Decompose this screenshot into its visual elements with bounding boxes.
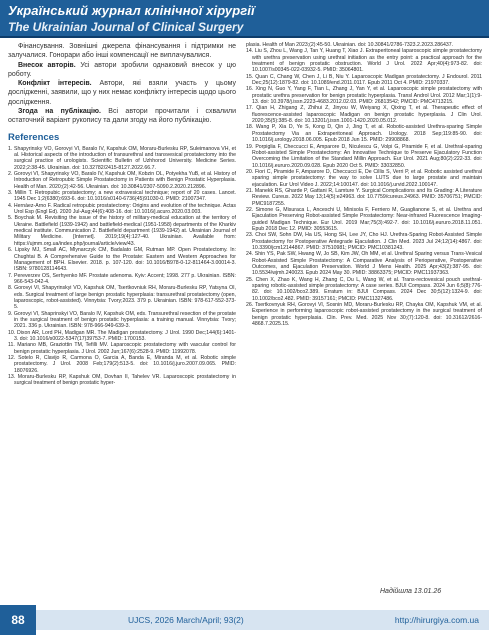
reference-item: plasia. Health of Man 2023;(2):45-50. Ukrainian. doi: 10.30841/2786-7323.2.2023.286437.: [246, 42, 454, 48]
paragraph-text: Фінансування. Зовнішні джерела фінансування і підтримки не залучалися. Гонорари або інші компенсації не виплачувалися.: [8, 43, 236, 60]
journal-header: [0, 0, 489, 38]
reference-item: 18. Wang P, Xia D, Ye S, Kong D, Qin J, Jing T, et al. Robotic-assisted Urethra-sparing Simple Prostatectomy Via an Extraperitoneal Approach. Urology. 2018 Sep;119:85-90. doi: 10.1016/j.urology.2018.06.005. Epub 2018 Jun 15. PMID: 29908868.: [246, 124, 482, 144]
left-column: [8, 42, 236, 587]
reference-item: 3. Millin T. Retropubic prostatectomy; a new extravesical technique; report of 20 cases. Lancet. 1945 Dec 1;2(6380):693-6. doi: 10.1016/s0140-6736(45)91030-0. PMID: 21007347.: [8, 190, 236, 203]
reference-item: 14. Liu S, Zhou L, Wang J, Tan Y, Huang T, Xiao J. Extraperitoneal laparoscopic simple prostatectomy with urethra preservation using urethral initiation as the entry point: a practical approach for the treatment of benign prostatic obstruction. World J Urol. 2022 Apr;40(4):973-82. doi: 10.1007/s00345-022-03932-5. PMID: 35064801.: [246, 48, 482, 74]
right-column: [246, 42, 482, 587]
journal-citation: UJCS, 2026 March/April; 93(2): [128, 615, 244, 625]
reference-item: 22. Simone G, Misuraca L, Anceschi U, Minisola F, Ferriero M, Guaglianone S, et al. Urethra and Ejaculation Preserving Robot-assisted Simple Prostatectomy: Near-infrared Fluorescence Imaging-guided Madigan Technique. Eur Urol. 2019 Mar;75(3):492-7. doi: 10.1016/j.eururo.2018.11.051. Epub 2018 Dec 12. PMID: 30553615.: [246, 206, 482, 232]
paragraph-funding: [8, 42, 236, 61]
reference-item: 1. Shapyrinsky VO, Gorovyi VI, Baralo IV, Kapshuk OM, Moraru-Burlesku RP, Suleimanova VH, et al. Historical aspects of the introduction of transurethral and transvesical prostatectomy into the surgical practice of urologists. Scientific Bulletin of Uzhhorod University. Medicine Series. 2022;2:38-45. Ukrainian. doi: 10.32782/2415-8127.2022.66.7.: [8, 145, 236, 171]
paragraph-text: Всі автори прочитали і схвалили остаточний варіант рукопису та дали згоду на його публікацію.: [8, 108, 236, 125]
paragraph-text: Автори, які взяли участь у цьому дослідженні, заявили, що у них немає конфлікту інтересів щодо цього дослідження.: [8, 80, 236, 106]
paragraph-label: Внесок авторів.: [18, 61, 76, 69]
reference-item: 8. Gorovyi VI, Shapyrinskyi VO, Kapshuk OM, Tsertkovniuk RH, Moraru-Burlesku RP, Yatsyna OI, eds. Surgical treatment of large benign prostatic hyperplasia: transurethral prostatectomy (open, laparoscopic, robot-assisted). Vinnytsia: Tvory;2023. 379 p. Ukrainian. ISBN: 978-617-552-373-5.: [8, 285, 236, 311]
reference-item: 4. Hernàez-Arno F. Radical retropubic prostatectomy: Origins and evolution of the technique. Actas Urol Esp (Engl Ed). 2020 Jul-Aug;44(6):408-16. doi: 10.1016/j.acuro.2020.03.003.: [8, 202, 236, 216]
references-list-right: [246, 42, 482, 327]
paragraph-label: Конфлікт інтересів.: [18, 80, 92, 88]
reference-item: 16. Xing N, Guo Y, Yang F, Tian L, Zhang J, Yan Y, et al. Laparoscopic simple prostatectomy with prostatic urethra preservation for benign prostatic hyperplasia. Transl Androl Urol. 2012 Mar;1(1):9-13. doi: 10.3978/j.issn.2223-4683.2012.02.03. PMID: 26813542; PMCID: PMC4713215.: [246, 86, 482, 106]
paragraph-conflict-of-interest: [8, 79, 236, 107]
reference-item: 23. Choi SW, Sohn DW, Ha US, Hong SH, Lee JY, Cho HJ. Urethra-Sparing Robot-Assisted Simple Prostatectomy for Postoperative Antegrade Ejaculation. J Clin Med. 2023 Jul 24;12(14):4867. doi: 10.3390/jcm12144867. PMID: 37510981; PMCID: PMC10381243.: [246, 232, 482, 251]
header-divider: [0, 36, 489, 38]
references-list-left: [8, 146, 236, 387]
page-number: 88: [0, 605, 36, 635]
references-heading: References: [8, 131, 60, 143]
paragraph-publication-consent: [8, 107, 236, 126]
reference-item: 21. Manekk RS, Gharde P, Gattani R, Lamture Y. Surgical Complications and Its Grading: A Literature Review. Cureus. 2022 May 13;14(5):e24963. doi: 10.7759/cureus.24963. PMID: 35706751; PMCID: PMC9187255.: [246, 187, 482, 207]
reference-item: 10. Dixon AR, Lord PH, Madigan MR. The Madigan prostatectomy. J Urol. 1990 Dec;144(6):1401-3. doi: 10.1016/s0022-5347(17)39753-7. PMID: 1700153.: [8, 329, 236, 342]
reference-item: 11. Mariano MB, Graziottin TM, Tefilli MV. Laparoscopic prostatectomy with vascular control for benign prostatic hyperplasia. J Urol. 2002 Jun;167(6):2528-9. PMID: 11992078.: [8, 342, 236, 355]
paragraph-label: Згода на публікацію.: [18, 108, 101, 116]
paragraph-text: Усі автори зробили однаковий внесок у цю роботу.: [8, 61, 236, 78]
reference-item: 15. Quan C, Chang W, Chen J, Li B, Niu Y. Laparoscopic Madigan prostatectomy. J Endourol. 2011 Dec;25(12):1879-82. doi: 10.1089/end.2011.0117. Epub 2011 Oct 4. PMID: 21970337.: [246, 73, 482, 87]
received-date: Надійшла 13.01.26: [380, 588, 442, 595]
reference-item: 5. Boychak M. Revisiting the issue of the history of military-medical education at the territory of Ukraine. Battlefield (1939-1942) and battlefield-medical (1951-1958) departments of the Kharkiv medical institute. Communication 2. Battlefield department (1939-1942) at. Ukrainian Journal of Military Medicine. [Internet]. 2019;19(4):127-40. Ukrainian. Available from: https://ujmm.org.ua/index.php/journal/article/view/43.: [8, 215, 236, 247]
paragraph-author-contribution: [8, 61, 236, 80]
reference-item: 26. Tsertkovnyuk RH, Gorovyi VI, Sosnin MD, Moraru-Burlesku RP, Chayka OM, Kapshuk VM, et al. Experience in performing laparoscopic robot-assisted prostatectomy in the surgical treatment of benign prostatic hyperplasia. Clin. Prev. Med. 2025 Nov 30;(7):120-8. doi: 10.31612/2616-4868.7.2025.15.: [246, 302, 482, 328]
reference-item: 24. Shin YS, Pak SW, Hwang W, Jo SB, Kim JW, Oh MM, et al. Urethral Sparing versus Trans-Vesical Robot-Assisted Simple Prostatectomy: A Comparative Analysis of Perioperative, Postoperative Outcomes, and Ejaculation Preservation. World J Mens Health. 2025 Apr;43(2):387-95. doi: 10.5534/wjmh.240023. Epub 2024 May 30. PMID: 38863375; PMCID: PMC11937363.: [246, 251, 482, 277]
journal-url-link[interactable]: http://hirurgiya.com.ua: [394, 615, 479, 625]
reference-item: 19. Porpiglia F, Checcucci E, Amparore D, Niculescu G, Volpi G, Piramide F, et al. Urethral-sparing Robot-assisted Simple Prostatectomy: An Innovative Technique to Preserve Ejaculatory Function Overcoming the Limitation of the Standard Millin Approach. Eur Urol. 2021 Aug;80(2):222-33. doi: 10.1016/j.eururo.2020.09.028. Epub 2020 Oct 5. PMID: 33032850.: [246, 143, 482, 169]
reference-item: 12. Sotelo R, Clavijo R, Carmona O, Garcia A, Banda E, Miranda M, et al. Robotic simple prostatectomy. J Urol. 2008 Feb;179(2):513-5. doi: 10.1016/j.juro.2007.09.065. PMID: 18076926.: [8, 355, 236, 374]
reference-item: 2. Gorovyi VI, Shapyrinsky VO, Baralo IV, Kapshuk OM, Kobzin OL, Potyekha YuB, et al. History of Introduction of Retropubic Simple Prostatectomy in Patients with Benign Prostatic Hyperplasia. Health of Man. 2020;(2):42-56. Ukrainian. doi: 10.30841/2307-5090.2.2020.212896.: [8, 171, 236, 190]
reference-item: 7. Pereverzev OS, Serhyenko MF. Prostate adenoma. Kyiv: Accent; 1998. 277 p. Ukrainian. ISBN: 966-543-042-4.: [8, 272, 236, 285]
page-footer: [0, 598, 489, 640]
reference-item: 6. Lipsky MJ, Small AC, Mlynarczyk CM, Badalato GM, Rutman MP. Open Prostatectomy. In: Chughtai B. A Comprehensive Guide to the Prostate: Eastern and Western Approaches for Management of BPH. Elsevier. 2018. p. 107-120. doi: 10.1016/B978-0-12-811464-3.00014-3. ISBN: 9780128114643.: [8, 247, 236, 273]
reference-item: 20. Fiori C, Piramide F, Amparore D, Checcucci E, De Cillis S, Verri P, et al. Robotic assisted urethral sparing simple prostatectomy: the way to solve LUTS due to large prostate and maintain ejaculation. Eur Urol Video J. 2022;14:100147. doi: 10.1016/j.urvid.2022.100147.: [246, 168, 482, 188]
journal-title-english: The Ukrainian Journal of Clinical Surgery: [8, 20, 244, 34]
reference-item: 13. Moraru-Burlesku RP, Kapshuk OM, Dovhan II, Tahelev VR. Laparoscopic prostatectomy in surgical treatment of benign prostatic hyper-: [8, 374, 236, 387]
journal-title-ukrainian: Український журнал клінічної хірургії: [8, 3, 255, 18]
reference-item: 25. Chen X, Zhao K, Wang H, Zhang C, Du L, Wang W, et al. Trans-rectovesical pouch urethral-sparing robotic-assisted simple prostatectomy: A case series. BJUI Compass. 2024 Jun 6;5(8):776-82. doi: 10.1002/bco2.389. Erratum in: BJUI Compass. 2024 Dec 30;5(12):1324-9. doi: 10.1002/bco2.482. PMID: 39157161; PMCID: PMC11327486.: [246, 276, 482, 302]
reference-item: 17. Qian H, Zhigang Z, Zhihui Z, Jinyou W, Weiyang X, Qixing T, et al. Therapeutic effect of fluorescence-assisted laparoscopic Madigan on benign prostatic hyperplasia. J Clin Urol. 2020;35(5):385-8. doi: 10.13201/j.issn.1001-1420.2020.05.012.: [246, 105, 482, 125]
reference-item: 9. Gorovyi VI, Shaprinskyi VO, Baralo IV, Kapshuk OM, eds. Transurethral resection of the prostate in the surgical treatment of benign prostatic hyperplasia: a training manual. Vinnytsia: Tvory; 2021. 336 p. Ukrainian. ISBN: 978-966-949-639-3.: [8, 310, 236, 330]
